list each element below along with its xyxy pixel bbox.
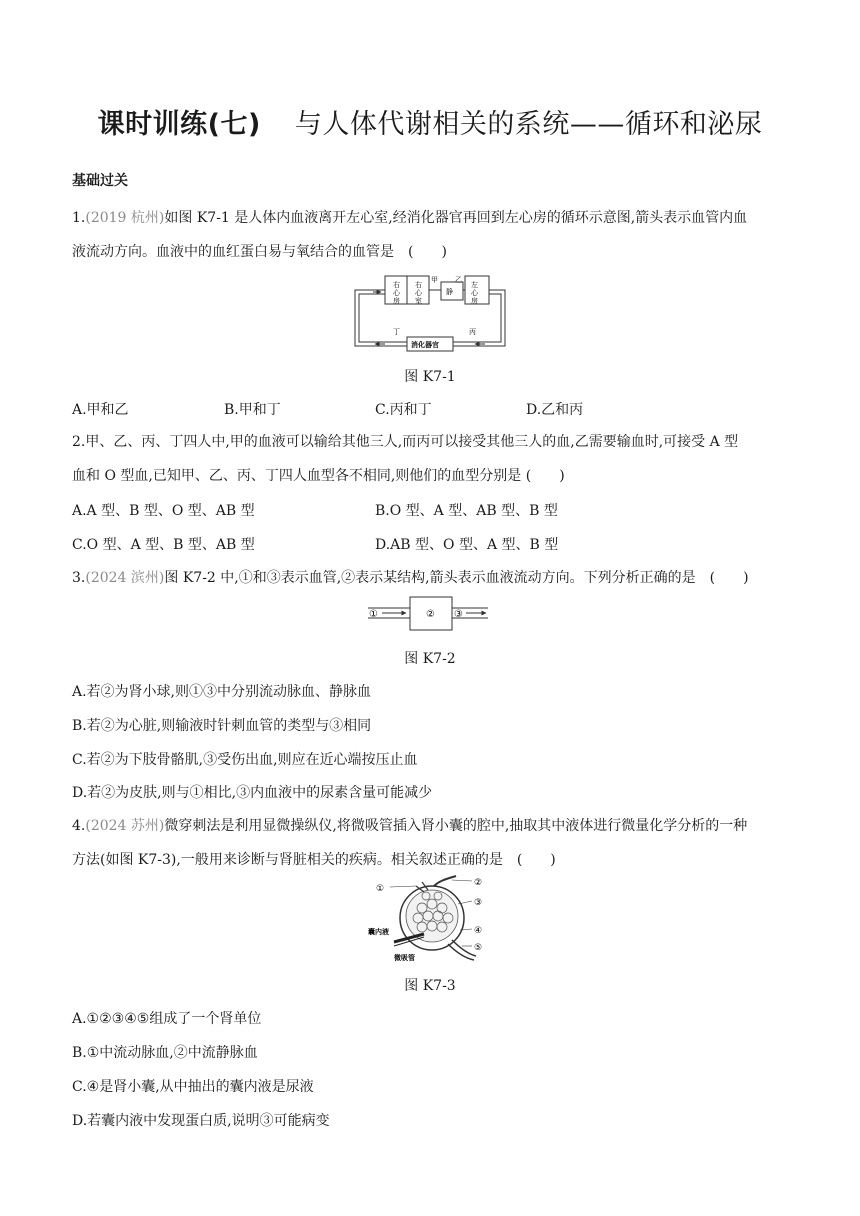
q2-option-b[interactable]: B.O 型、A 型、AB 型、B 型: [375, 503, 558, 519]
figure-k7-2: [366, 596, 490, 632]
label-micropipette: 微吸管: [394, 954, 415, 962]
q4-option-a[interactable]: A.①②③④⑤组成了一个肾单位: [72, 1011, 262, 1027]
label-right-ventricle-3: 室: [415, 297, 422, 305]
label-right-atrium-1: 右: [393, 281, 400, 289]
label-capsule-fluid: 囊内液: [368, 928, 389, 936]
q2-line2: 血和 O 型血,已知甲、乙、丙、丁四人血型各不相同,则他们的血型分别是 ( ): [72, 468, 565, 484]
title-lesson: 课时训练(七): [97, 109, 261, 140]
q4-number: 4.: [72, 818, 86, 834]
label-n5: ⑤: [474, 943, 483, 953]
title-topic: 与人体代谢相关的系统——循环和泌尿: [294, 109, 763, 140]
q1-line1: [72, 208, 792, 228]
q4-line2: 方法(如图 K7-3),一般用来诊断与肾脏相关的疾病。相关叙述正确的是 ( ): [72, 852, 556, 868]
label-circle-2: ②: [426, 609, 435, 620]
label-jing: 静: [446, 288, 453, 296]
q4-option-b[interactable]: B.①中流动脉血,②中流静脉血: [72, 1045, 258, 1061]
q4-line1: [72, 816, 792, 836]
label-jia: 甲: [431, 276, 438, 284]
q1-line2: 液流动方向。血液中的血红蛋白易与氧结合的血管是 ( ): [72, 244, 447, 260]
label-left-atrium-1: 左: [471, 281, 478, 289]
q1-option-c[interactable]: C.丙和丁: [375, 402, 432, 418]
q3-number: 3.: [72, 570, 86, 586]
q1-option-b[interactable]: B.甲和丁: [224, 402, 281, 418]
label-right-ventricle-2: 心: [415, 289, 422, 297]
q2-option-d[interactable]: D.AB 型、O 型、A 型、B 型: [375, 537, 559, 553]
q1-source: (2019 杭州): [85, 210, 165, 226]
label-bing: 丙: [469, 328, 476, 336]
label-circle-3: ③: [454, 609, 463, 620]
caption-k7-1: 图 K7-1: [404, 369, 456, 385]
label-left-atrium-2: 心: [471, 289, 478, 297]
q3-option-d[interactable]: D.若②为皮肤,则与①相比,③内血液中的尿素含量可能减少: [72, 785, 433, 801]
q3-option-b[interactable]: B.若②为心脏,则输液时针刺血管的类型与③相同: [72, 718, 372, 734]
label-n1: ①: [376, 884, 385, 894]
caption-k7-3: 图 K7-3: [404, 978, 456, 994]
q4-text: 微穿刺法是利用显微操纵仪,将微吸管插入肾小囊的腔中,抽取其中液体进行微量化学分析的一种: [164, 818, 748, 834]
label-left-atrium-3: 房: [471, 297, 478, 305]
label-yi: 乙: [455, 276, 462, 284]
label-ding: 丁: [393, 328, 400, 336]
label-right-ventricle-1: 右: [415, 281, 422, 289]
q2-option-a[interactable]: A.A 型、B 型、O 型、AB 型: [72, 503, 255, 519]
label-n4: ④: [474, 926, 483, 936]
q1-option-a[interactable]: A.甲和乙: [72, 402, 129, 418]
figure-k7-1: [345, 268, 515, 354]
label-circle-1: ①: [369, 609, 378, 620]
q4-source: (2024 苏州): [85, 818, 165, 834]
q1-number: 1.: [72, 210, 86, 226]
label-n3: ③: [474, 898, 483, 908]
q3-option-c[interactable]: C.若②为下肢骨骼肌,③受伤出血,则应在近心端按压止血: [72, 752, 418, 768]
q2-line1: 2.甲、乙、丙、丁四人中,甲的血液可以输给其他三人,而丙可以接受其他三人的血,乙需要输血时,可接受 A 型: [72, 434, 739, 450]
section-heading: 基础过关: [72, 173, 128, 189]
q3-option-a[interactable]: A.若②为肾小球,则①③中分别流动脉血、静脉血: [72, 684, 372, 700]
q1-text: 如图 K7-1 是人体内血液离开左心室,经消化器官再回到左心房的循环示意图,箭头表示血管内血: [164, 210, 748, 226]
caption-k7-2: 图 K7-2: [404, 651, 456, 667]
q2-option-c[interactable]: C.O 型、A 型、B 型、AB 型: [72, 537, 255, 553]
label-n2: ②: [474, 878, 483, 888]
q3-line1: [72, 568, 792, 588]
q4-option-d[interactable]: D.若囊内液中发现蛋白质,说明③可能病变: [72, 1113, 330, 1129]
label-right-atrium-2: 心: [393, 289, 400, 297]
label-digestive-organ: 消化器官: [411, 341, 439, 349]
q1-option-d[interactable]: D.乙和丙: [526, 402, 584, 418]
label-right-atrium-3: 房: [393, 297, 400, 305]
figure-k7-3: [364, 872, 496, 964]
q4-option-c[interactable]: C.④是肾小囊,从中抽出的囊内液是尿液: [72, 1079, 314, 1095]
page-title: [0, 102, 860, 141]
q3-source: (2024 滨州): [85, 570, 165, 586]
q3-text: 图 K7-2 中,①和③表示血管,②表示某结构,箭头表示血液流动方向。下列分析正确的是 ( ): [164, 570, 749, 586]
